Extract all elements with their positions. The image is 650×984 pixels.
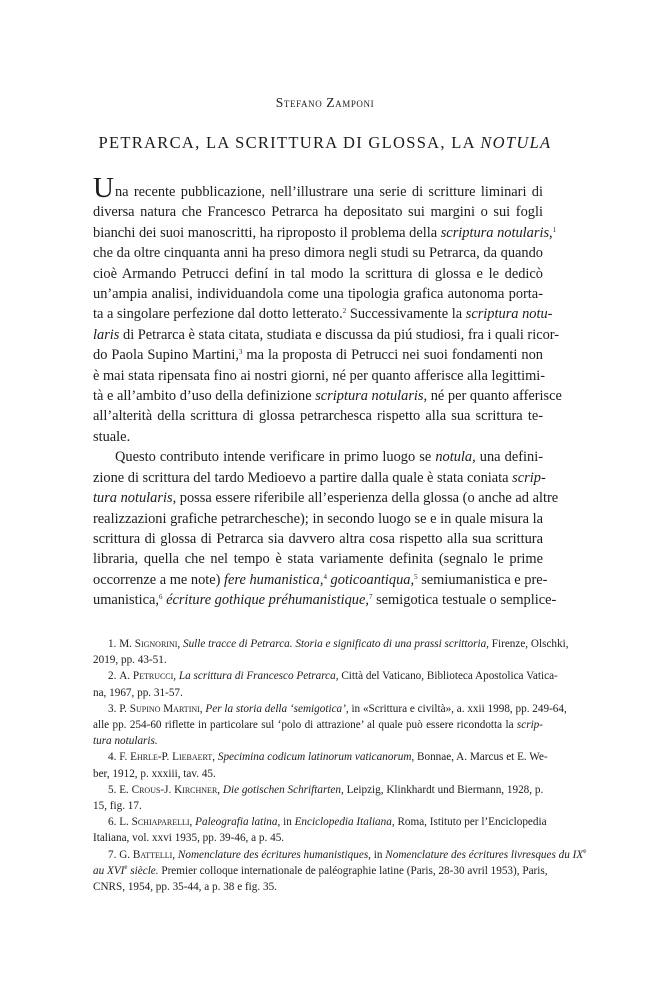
italic-text: fere humanistica, [224,571,324,588]
italic-text: siècle. [127,864,159,877]
body-line [93,590,557,610]
text: semiumanistica e pre- [417,571,548,588]
footnote-title: Paleografia latina, [192,816,281,829]
footnote-number: 3. [108,702,120,715]
text: di Petrarca è stata citata, studiata e discussa da piú studiosi, fra i quali ricor- [119,326,560,343]
body-line: realizzazioni grafiche petrarchesche); in secondo luogo se e in quale misura la [93,510,543,527]
body-line: diversa natura che Francesco Petrarca ha depositato sui margini o sui fogli [93,204,543,221]
footnote-ref[interactable]: 1 [552,225,557,234]
italic-text: scrip- [516,719,543,732]
text: tà e all’ambito d’uso della definizione [93,388,316,405]
footnote-title: Die gotischen Schriftarten, [220,783,344,796]
footnote-line [93,636,569,652]
footnote-ref[interactable]: 2 [342,307,347,316]
footnote-3 [93,701,567,750]
footnote-ref[interactable]: 6 [158,593,163,602]
footnote-7 [93,846,587,896]
footnote-line [93,846,587,863]
footnotes [93,636,587,895]
text: zione di scrittura del tardo Medioevo a partire dalla quale è stata coniata [93,469,513,486]
footnote-4 [93,749,548,781]
footnote-title: Sulle tracce di Petrarca. Storia e significato di una prassi scrittoria, [180,638,489,650]
title-main: PETRARCA, LA SCRITTURA DI GLOSSA, LA [98,133,481,152]
italic-text: Enciclopedia Italiana, [294,816,395,829]
text: Bonnae, A. Marcus et E. We- [414,751,548,764]
footnote-line [93,862,548,879]
italic-text: notula, [435,449,476,466]
footnote-title: Nomenclature des écritures humanistiques, [175,848,371,861]
text: né per quanto afferisce [427,388,562,405]
text: una defini- [475,449,543,466]
text: Roma, Istituto per l’Enciclopedia [394,816,547,829]
footnote-number: 2. [108,670,120,683]
article-body [93,172,562,611]
text: Successivamente la [346,306,466,323]
superscript: e [124,862,128,871]
text: umanistica, [93,592,159,609]
footnote-2 [93,668,558,700]
footnote-line [93,782,543,798]
footnote-ref[interactable]: 5 [414,572,418,581]
footnote-1 [93,636,569,668]
body-line [93,325,560,345]
text: alle pp. 254-60 riflette in particolare sul ‘polo di attrazione’ al quale può essere ricondotta la [93,719,517,732]
article-title [0,133,650,153]
footnote-ref[interactable]: 7 [368,593,373,602]
footnote-number: 6. [108,816,120,829]
body-line: che da oltre cinquanta anni ha preso dimora negli studi su Petrarca, da quando [93,245,543,262]
text: Premier colloque internationale de paléographie latine (Paris, 28-30 avril 1953), Paris, [158,864,548,877]
italic-text: Nomenclature des écritures livresques du IX [385,848,584,861]
footnote-line: na, 1967, pp. 31-57. [93,686,183,699]
footnote-number: 5. [108,783,120,796]
body-line [93,304,553,324]
footnote-author: G. Battelli, [119,848,176,861]
footnote-line: 15, fig. 17. [93,800,142,813]
footnote-title: La scrittura di Francesco Petrarca, [176,670,339,683]
italic-text: tura notularis, [93,490,177,507]
drop-cap: U [93,172,114,204]
italic-text: scrip- [512,469,546,486]
text: Questo contributo intende verificare in primo luogo se [115,449,436,466]
footnote-number: 1. [108,638,120,650]
footnote-title: Per la storia della ‘semigotica’, [202,702,349,715]
text: semigotica testuale o semplice- [372,592,557,609]
title-italic: NOTULA [480,133,552,152]
footnote-line [93,668,558,684]
footnote-number: 7. [108,848,120,861]
body-line [93,223,557,243]
paragraph-1 [93,172,562,447]
footnote-ref[interactable]: 3 [238,348,243,357]
text: ma la proposta di Petrucci nei suoi fondamenti non [242,347,543,364]
footnote-line [93,814,547,830]
italic-text: laris [93,326,120,343]
italic-text: écriture gothique préhumanistique, [166,592,369,609]
body-line [93,488,559,508]
footnote-author: F. Ehrle-P. Liebaert, [119,751,216,764]
body-line [93,447,543,467]
footnote-line [93,701,567,717]
italic-text: au XVI [93,864,125,877]
footnote-line: ber, 1912, p. xxxiii, tav. 45. [93,767,216,780]
text: possa essere riferibile all’esperienza della glossa (o anche ad altre [176,490,559,507]
italic-text: goticoantiqua, [330,571,415,588]
body-line [93,345,543,365]
footnote-6 [93,814,547,846]
footnote-number: 4. [108,751,120,764]
footnote-author: E. Crous-J. Kirchner, [119,783,221,796]
text: in «Scrittura e civiltà», a. xxii 1998, pp. 249-64, [348,702,567,715]
footnote-author: L. Schiaparelli, [119,816,193,829]
body-line [93,468,546,488]
body-line: libraria, quella che nel tempo è stata variamente definita (segnalo le prime [93,551,543,568]
italic-text: tura notularis. [93,735,158,748]
footnote-author: M. Signorini, [119,638,181,650]
footnote-ref[interactable]: 4 [323,572,327,581]
footnote-line [93,717,543,733]
text: do Paola Supino Martini, [93,347,239,364]
text: occorrenze a me note) [93,571,225,588]
footnote-line: Italiana, vol. xxvi 1935, pp. 39-46, a p. 45. [93,832,285,845]
superscript: e [583,846,587,855]
footnote-5 [93,782,543,814]
body-line: stuale. [93,428,131,445]
footnote-line [93,733,543,749]
body-line [93,172,543,204]
text: Città del Vaticano, Biblioteca Apostolica Vatica- [338,670,558,683]
paragraph-2 [93,447,559,610]
italic-text: scriptura notularis, [315,388,428,405]
italic-text: scriptura notu- [465,306,553,323]
text: bianchi dei suoi manoscritti, ha riproposto il problema della [93,224,441,241]
body-line: all’alterità della scrittura di glossa petrarchesca rispetto alla sua scrittura te- [93,408,543,425]
text: in [370,848,386,861]
body-line [93,386,562,406]
text: in [280,816,295,829]
text: ta a singolare perfezione dal dotto letterato. [93,306,343,323]
footnote-line: CNRS, 1954, pp. 35-44, a p. 38 e fig. 35. [93,881,277,894]
author-name: Stefano Zamponi [275,95,375,110]
body-line: cioè Armando Petrucci definí in tal modo la scrittura di glossa e le dedicò [93,265,543,282]
body-line: scrittura di glossa di Petrarca sia davvero altra cosa rispetto alla sua scrittura [93,530,543,547]
body-line: un’ampia analisi, individuandola come una tipologia grafica autonoma porta- [93,286,543,303]
footnote-title: Specimina codicum latinorum vaticanorum, [215,751,415,764]
body-line [93,570,548,590]
text: Leipzig, Klinkhardt und Biermann, 1928, p. [343,783,544,796]
text: Firenze, Olschki, [488,638,569,650]
italic-text: scriptura notularis, [440,224,553,241]
footnote-author: A. Petrucci, [119,670,177,683]
footnote-line [93,749,548,765]
footnote-author: P. Supino Martini, [119,702,203,715]
body-line: è mai stata ripensata fino ai nostri giorni, né per quanto afferisce alla legittimi- [93,367,546,384]
footnote-line: 2019, pp. 43-51. [93,654,167,667]
text: na recente pubblicazione, nell’illustrare una serie di scritture liminari di [114,184,543,200]
